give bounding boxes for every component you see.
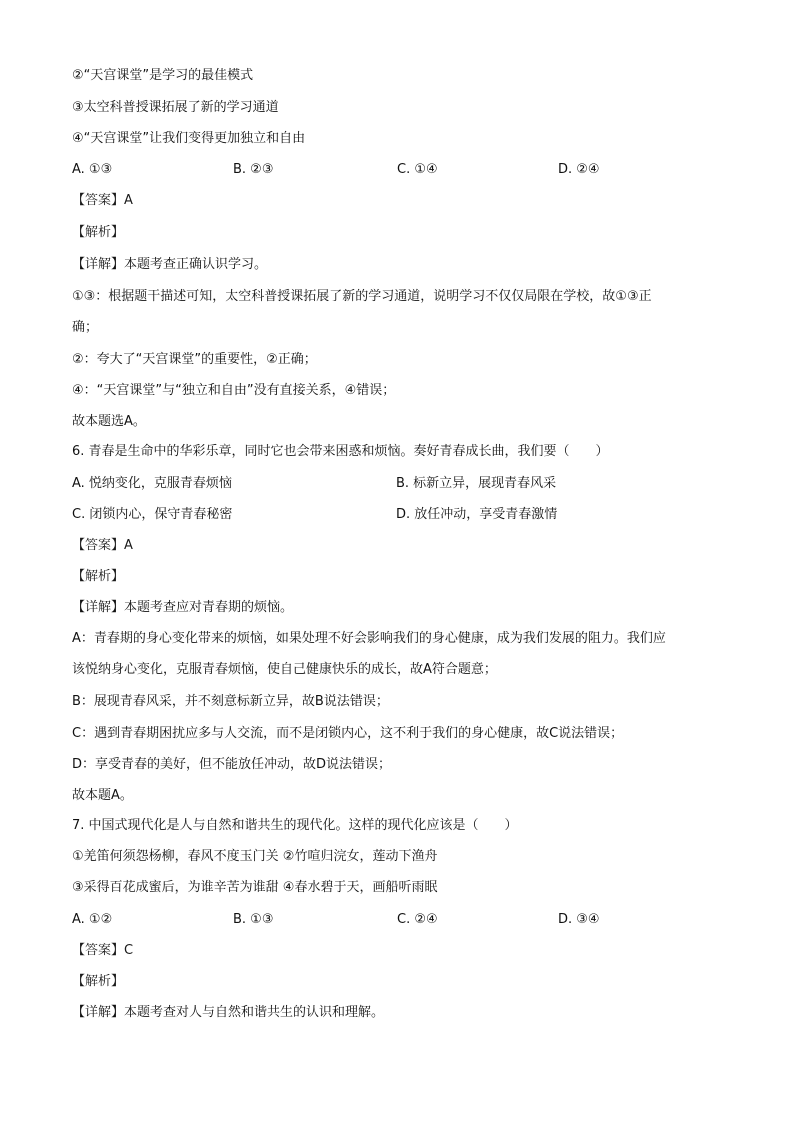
q5-option-c: C. ①④	[397, 162, 438, 177]
q6-explanation-d: D：享受青春的美好，但不能放任冲动，故D说法错误；	[72, 757, 392, 772]
q7-option-a: A. ①②	[72, 912, 113, 927]
q7-detail: 【详解】本题考查对人与自然和谐共生的认识和理解。	[72, 1005, 385, 1020]
q5-option-d: D. ②④	[558, 162, 600, 177]
q7-option-b: B. ①③	[233, 912, 274, 927]
q5-explanation-1b: 确；	[72, 320, 99, 335]
q5-analysis-label: 【解析】	[72, 225, 125, 240]
q6-option-d: D. 放任冲动，享受青春激情	[396, 507, 558, 522]
q7-answer: 【答案】C	[72, 943, 134, 958]
statement-3: ③太空科普授课拓展了新的学习通道	[72, 100, 279, 115]
q7-statements-2: ③采得百花成蜜后，为谁辛苦为谁甜 ④春水碧于天，画船听雨眠	[72, 880, 438, 895]
q7-analysis-label: 【解析】	[72, 974, 125, 989]
q6-option-a: A. 悦纳变化，克服青春烦恼	[72, 476, 232, 491]
q7-stem: 7. 中国式现代化是人与自然和谐共生的现代化。这样的现代化应该是（ ）	[72, 818, 518, 833]
q6-explanation-a1: A：青春期的身心变化带来的烦恼，如果处理不好会影响我们的身心健康，成为我们发展的阻力。我们应	[72, 631, 666, 646]
q7-options	[72, 912, 732, 928]
q6-options-row-1	[72, 476, 732, 492]
q5-answer: 【答案】A	[72, 193, 133, 208]
q5-explanation-1a: ①③：根据题干描述可知，太空科普授课拓展了新的学习通道，说明学习不仅仅局限在学校，故①③正	[72, 289, 652, 304]
q6-detail: 【详解】本题考查应对青春期的烦恼。	[72, 600, 294, 615]
q7-option-d: D. ③④	[558, 912, 600, 927]
q5-explanation-3: ④：“天宫课堂”与“独立和自由”没有直接关系，④错误；	[72, 383, 396, 398]
q5-detail: 【详解】本题考查正确认识学习。	[72, 257, 268, 272]
q5-option-b: B. ②③	[233, 162, 274, 177]
q5-option-a: A. ①③	[72, 162, 113, 177]
q5-conclusion: 故本题选A。	[72, 414, 146, 429]
statement-2: ②“天宫课堂”是学习的最佳模式	[72, 68, 254, 83]
q6-analysis-label: 【解析】	[72, 569, 125, 584]
q6-explanation-b: B：展现青春风采，并不刻意标新立异，故B说法错误；	[72, 694, 389, 709]
q6-explanation-a2: 该悦纳身心变化，克服青春烦恼，使自己健康快乐的成长，故A符合题意；	[72, 662, 497, 677]
q6-stem: 6. 青春是生命中的华彩乐章，同时它也会带来困惑和烦恼。奏好青春成长曲，我们要（ ）	[72, 444, 609, 459]
q6-option-c: C. 闭锁内心，保守青春秘密	[72, 507, 233, 522]
q6-options-row-2	[72, 507, 732, 523]
q5-explanation-2: ②：夸大了“天宫课堂”的重要性，②正确；	[72, 352, 317, 367]
q6-explanation-c: C：遇到青春期困扰应多与人交流，而不是闭锁内心，这不利于我们的身心健康，故C说法错误；	[72, 726, 624, 741]
q6-option-b: B. 标新立异，展现青春风采	[396, 476, 557, 491]
q7-option-c: C. ②④	[397, 912, 438, 927]
q6-conclusion: 故本题A。	[72, 788, 133, 803]
q5-options	[72, 162, 732, 178]
statement-4: ④“天宫课堂”让我们变得更加独立和自由	[72, 131, 306, 146]
q6-answer: 【答案】A	[72, 538, 133, 553]
q7-statements-1: ①羌笛何须怨杨柳，春风不度玉门关 ②竹喧归浣女，莲动下渔舟	[72, 849, 438, 864]
